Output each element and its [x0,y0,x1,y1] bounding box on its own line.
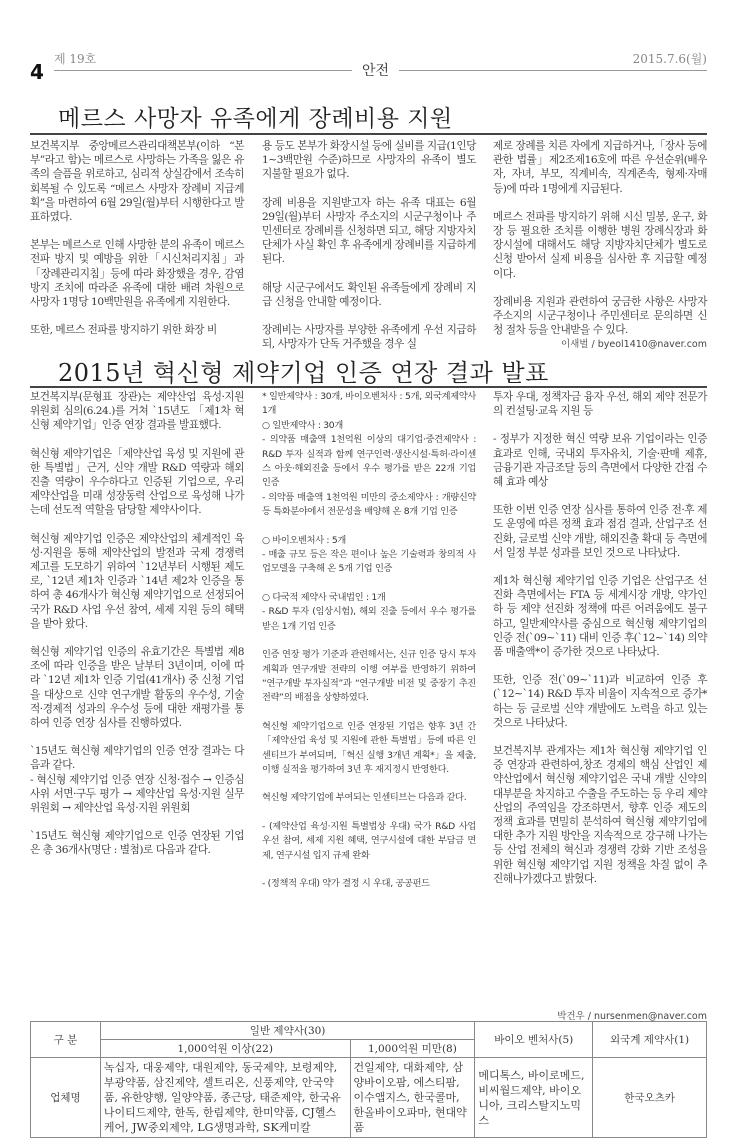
paragraph: - (정책적 우대) 약가 결정 시 우대, 공공펀드 [262,877,430,889]
paragraph: * 일반제약사 : 30개, 바이오벤처사 : 5개, 외국계제약사 1개 ○ 일반제약사 : 30개 - 의약품 매출액 1천억원 이상의 대기업·중견제약사 : R&D 투자 실적과 함께 연구인력·생산시설·특허·라이센스 아웃·해외진출 등에서 우수 평가를 받은 22개 기업 인증 - 의약품 매출액 1천억원 미만의 중소제약사 : 개량신약 등 특화분야에서 전문성을 배양해 온 8개 기업 인증 [262,391,476,518]
paragraph: 투자 우대, 정책자금 융자 우선, 해외 제약 전문가의 컨설팅·교육 지원 등 [493,391,707,418]
paragraph: ○ 다국적 제약사 국내법인 : 1개 - R&D 투자 (임상시험), 해외 진출 등에서 우수 평가를 받은 1개 기업 인증 [262,591,476,632]
paragraph: 혁신형 제약기업 인증의 유효기간은 특별법 제8조에 따라 인증을 받은 날부터 3년이며, 이에 따라 `12년 제1차 인증 기업(41개사) 중 신청 기업을 대상으로 신약 연구개발 활동의 우수성, 기술적·경제적 성과의 우수성 등에 대한 재평가를 통하여 인증 연장 심사를 진행하였다. [30,646,244,730]
paragraph: 장례비는 사망자를 부양한 유족에게 우선 지급하되, 사망자가 단독 거주했을 경우 실 [262,324,476,351]
table-row-label: 업체명 [31,1058,101,1138]
table-header-under: 1,000억원 미만(8) [350,1040,475,1058]
article2-column-1 [30,390,244,872]
table-cell-foreign-list: 한국오츠카 [593,1058,707,1138]
table-header-category: 구 분 [31,1022,101,1058]
article1-byline: 이새벌 / byeol1410@naver.com [560,339,707,350]
paragraph: 용 등도 본부가 화장시설 등에 실비를 지급(1인당 1∼3백만원 수준)하므로 사망자의 유족이 별도 지불할 필요가 없다. [262,140,476,181]
paragraph: - (제약산업 육성·지원 특별법상 우대) 국가 R&D 사업 우선 참여, 세제 지원 혜택, 연구시설에 대한 부담금 면제, 연구시설 입지 규제 완화 [262,820,476,861]
issue-number: 제 19호 [54,52,97,66]
paragraph: 혁신형 제약기업에 부여되는 인센티브는 다음과 같다. [262,792,467,804]
article2-byline: 박건우 / nursenmen@naver.com [557,1011,707,1022]
article1-title: 메르스 사망자 유족에게 장례비용 지원 [58,106,453,132]
article1-column-1 [30,139,244,351]
paragraph: 보건복지부 관계자는 제1차 혁신형 제약기업 인증 연장과 관련하여,창조 경제의 핵심 산업인 제약산업에서 혁신형 제약기업은 국내 개발 신약의 대부분을 차지하고 수출을 주도하는 등 우리 제약산업의 주역임을 강조하면서, 향후 인증 제도의 정책 효과를 면밀히 분석하여 혁신형 제약기업에 대한 추가 지원 방안을 지속적으로 강구해 나가는 등 산업 전체의 혁신과 경쟁력 강화 기반 조성을 위한 혁신형 제약기업 지원 정책을 차질 없이 추진해나가겠다고 밝혔다. [493,745,707,885]
paragraph: 메르스 전파를 방지하기 위해 시신 밀봉, 운구, 화장 등 필요한 조치를 이행한 병원 장례식장과 화장시설에 대해서도 해당 지방자치단체가 별도로 신청 받아서 실제 비용을 심사한 후 지급할 예정이다. [493,210,707,280]
page-number: 4 [30,60,44,84]
table-cell-bio-list: 메디톡스, 바이로메드, 비씨월드제약, 바이오니아, 크리스탈지노믹스 [475,1058,593,1138]
article2-title: 2015년 혁신형 제약기업 인증 연장 결과 발표 [58,359,549,387]
page-header [30,46,707,84]
article2-column-3 [493,390,707,900]
paragraph: 장례 비용을 지원받고자 하는 유족 대표는 6월 29일(월)부터 사망자 주소지의 시군구청이나 주민센터로 장례비를 신청하면 되고, 해당 지방자치단체가 사실 확인 후 유족에게 장례비를 지급하게 된다. [262,196,476,266]
table-header-bio: 바이오 벤처사(5) [475,1022,593,1058]
section-label: 안전 [352,60,399,80]
paragraph: 보건복지부 중앙메르스관리대책본부(이하 “본부”라고 함)는 메르스로 사망하는 가족을 잃은 유족의 슬픔을 위로하고, 심리적 상실감에서 조속히 회복될 수 있도록 “메르스 사망자 장례비 지급계획”을 마련하여 6월 29일(월)부터 시행한다고 발표하였다. [30,140,244,224]
article1-title-rule [30,133,707,135]
issue-date: 2015.7.6(월) [632,52,707,66]
paragraph: ○ 바이오벤처사 : 5개 - 매출 규모 등은 작은 편이나 높은 기술력과 창의적 사업모델을 구축해 온 5개 기업 인증 [262,534,476,575]
paragraph: `15년도 혁신형 제약기업으로 인증 연장된 기업은 총 36개사(명단 : 별첨)로 다음과 같다. [30,830,244,857]
paragraph: 보건복지부(문형표 장관)는 제약산업 육성·지원 위원회 심의(6.24.)를 거쳐 `15년도 「제1차 혁신형 제약기업」인증 연장 결과를 발표했다. [30,391,244,432]
paragraph: 혁신형 제약기업으로 인증 연장된 기업은 향후 3년 간「제약산업 육성 및 지원에 관한 특별법」등에 따른 인센티브가 부여되며,「혁신 실행 3개년 계획*」을 제출, 이행 실적을 평가하여 3년 후 재지정시 반영한다. [262,720,476,775]
paragraph: 장례비용 지원과 관련하여 궁금한 사항은 사망자 주소지의 시군구청이나 주민센터로 문의하면 신청 절차 등을 안내받을 수 있다. [493,295,707,337]
article2-column-2 [262,390,476,905]
paragraph: 또한, 인증 전(`09∼`11)과 비교하여 인증 후(`12∼`14) R&D 투자 비율이 지속적으로 증가*하는 등 글로벌 신약 개발에도 노력을 하고 있는 것으로 나타났다. [493,674,707,729]
paragraph: 제1차 혁신형 제약기업 인증 기업은 산업구조 선진화 측면에서는 FTA 등 세계시장 개방, 약가인하 등 제약 선진화 정책에 따른 어려움에도 불구하고, 일반제약사를 중심으로 혁신형 제약기업의 인증 전(`09∼`11) 대비 인증 후(`12∼`14) 의약품 매출액*이 증가한 것으로 나타났다. [493,575,707,659]
article2-title-rule [30,386,707,388]
table-cell-under-list: 건일제약, 대화제약, 삼양바이오팜, 에스티팜, 이수앱지스, 한국콜마, 한올바이오파마, 현대약품 [350,1058,475,1138]
table-header-foreign: 외국계 제약사(1) [593,1022,707,1058]
article1-column-3 [493,139,707,351]
table-header-general: 일반 제약사(30) [100,1022,474,1040]
paragraph: 인증 연장 평가 기준과 관련해서는, 신규 인증 당시 투자 계획과 연구개발 전략의 이행 여부를 반영하기 위하여 “연구개발 투자실적”과 “연구개발 비전 및 중장기 추진전략”의 배점을 상향하였다. [262,649,476,704]
article1-column-2 [262,139,476,365]
paragraph: 혁신형 제약기업은「제약산업 육성 및 지원에 관한 특별법」근거, 신약 개발 R&D 역량과 해외 진출 역량이 우수하다고 인증된 기업으로, 우리 제약산업을 미래 성장동력 산업으로 육성해 나가는데 선도적 역할을 담당할 제약사이다. [30,447,244,517]
certified-companies-table-wrapper [30,1021,707,1134]
paragraph: - 정부가 지정한 혁신 역량 보유 기업이라는 인증 효과로 인해, 국내외 투자유치, 기술·판매 제휴, 금융기관 자금조달 등의 측면에서 다양한 간접 수혜 효과 예상 [493,433,707,489]
paragraph: 혁신형 제약기업 인증은 제약산업의 체계적인 육성·지원을 통해 제약산업의 발전과 국제 경쟁력 제고를 도모하기 위하여 `12년부터 시행된 제도로, `12년 제1차 인증과 `14년 제2차 인증을 통하여 총 46개사가 혁신형 제약기업으로 선정되어 국가 R&D 사업 우선 참여, 세제 지원 등의 혜택을 받아 왔다. [30,532,244,630]
table-header-over: 1,000억원 이상(22) [100,1040,350,1058]
paragraph: 또한, 메르스 전파를 방지하기 위한 화장 비 [30,324,217,337]
paragraph: 제로 장례를 치른 자에게 지급하거나,「장사 등에 관한 법률」제2조제16호에 따른 우선순위(배우자, 자녀, 부모, 직계비속, 직계존속, 형제·자매 등)에 따라 1명에게 지급된다. [493,140,707,195]
paragraph: 해당 시군구에서도 확인된 유족들에게 장례비 지급 신청을 안내할 예정이다. [262,281,476,308]
table-cell-over-list: 녹십자, 대웅제약, 대원제약, 동국제약, 보령제약, 부광약품, 삼진제약, 셀트리온, 신풍제약, 안국약품, 유한양행, 일양약품, 종근당, 태준제약, 한국유나이티드제약, 한독, 한림제약, 한미약품, CJ헬스케어, JW중외제약, LG생명과학, SK케미칼 [100,1058,350,1138]
paragraph: 본부는 메르스로 인해 사망한 분의 유족이 메르스 전파 방지 및 예방을 위한「시신처리지침」과「장례관리지침」등에 따라 화장했을 경우, 감염방지 조치에 따라준 유족에 대한 배려 차원으로 사망자 1명당 10백만원을 유족에게 지원한다. [30,239,244,309]
certified-companies-table [30,1021,707,1138]
paragraph: 또한 이번 인증 연장 심사를 통하여 인증 전·후 제도 운영에 따른 정책 효과 점검 결과, 산업구조 선진화, 글로벌 신약 개발, 해외진출 확대 등 측면에서 일정 부분 성과를 보인 것으로 나타났다. [493,504,707,559]
paragraph: `15년도 혁신형 제약기업의 인증 연장 결과는 다음과 같다. - 혁신형 제약기업 인증 연장 신청·접수 → 인증심사위 서면·구두 평가 → 제약산업 육성·지원 실무위원회 → 제약산업 육성·지원 위원회 [30,745,244,815]
